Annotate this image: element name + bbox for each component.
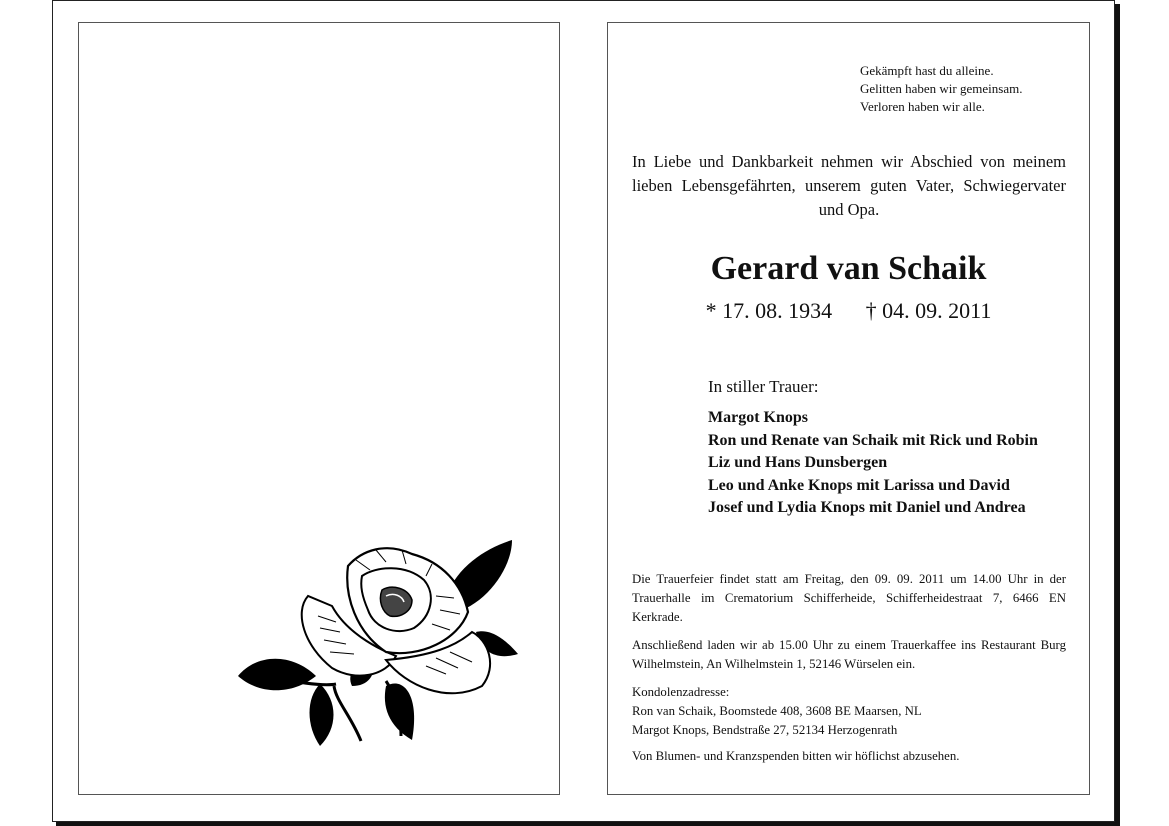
service-info: Die Trauerfeier findet statt am Freitag, den 09. 09. 2011 um 14.00 Uhr in der Trauerhalle im Crematorium Schifferheide, Schifferheidestraat 7, 6466 EN Kerkrade. xyxy=(632,572,1066,624)
condolence-label: Kondolenzadresse: xyxy=(632,685,730,699)
life-dates xyxy=(607,296,1090,326)
deceased-name: Gerard van Schaik xyxy=(710,250,987,287)
intro-text: In Liebe und Dankbarkeit nehmen wir Abschied von meinem lieben Lebensgefährten, unserem guten Vater, Schwiegervater und Opa. xyxy=(632,152,1066,219)
condolence-block xyxy=(632,683,1066,740)
condolence-address: Margot Knops, Bendstraße 27, 52134 Herzogenrath xyxy=(632,723,898,737)
motto-line: Gelitten haben wir gemeinsam. xyxy=(860,81,1023,96)
page-shadow-right xyxy=(1115,4,1120,826)
motto-line: Verloren haben wir alle. xyxy=(860,99,985,114)
motto-line: Gekämpft hast du alleine. xyxy=(860,63,994,78)
mourner-name: Ron und Renate van Schaik mit Rick und Robin xyxy=(708,431,1038,449)
page-shadow-bottom xyxy=(56,822,1120,826)
mourning-label: In stiller Trauer: xyxy=(708,377,819,396)
motto xyxy=(860,62,1080,116)
mourner-name: Leo und Anke Knops mit Larissa und David xyxy=(708,476,1010,494)
mourner-name: Margot Knops xyxy=(708,409,808,426)
reception-info: Anschließend laden wir ab 15.00 Uhr zu einem Trauerkaffee ins Restaurant Burg Wilhelmstein, An Wilhelmstein 1, 52146 Würselen ein. xyxy=(632,638,1066,671)
mourner-list xyxy=(708,407,1088,520)
mourner-name: Josef und Lydia Knops mit Daniel und Andrea xyxy=(708,499,1026,517)
rose-icon xyxy=(236,536,518,748)
death-date: † 04. 09. 2011 xyxy=(865,298,992,323)
closing-note: Von Blumen- und Kranzspenden bitten wir höflichst abzusehen. xyxy=(632,749,960,763)
birth-date: * 17. 08. 1934 xyxy=(705,298,833,323)
condolence-address: Ron van Schaik, Boomstede 408, 3608 BE Maarsen, NL xyxy=(632,704,922,718)
mourner-name: Liz und Hans Dunsbergen xyxy=(708,454,888,472)
